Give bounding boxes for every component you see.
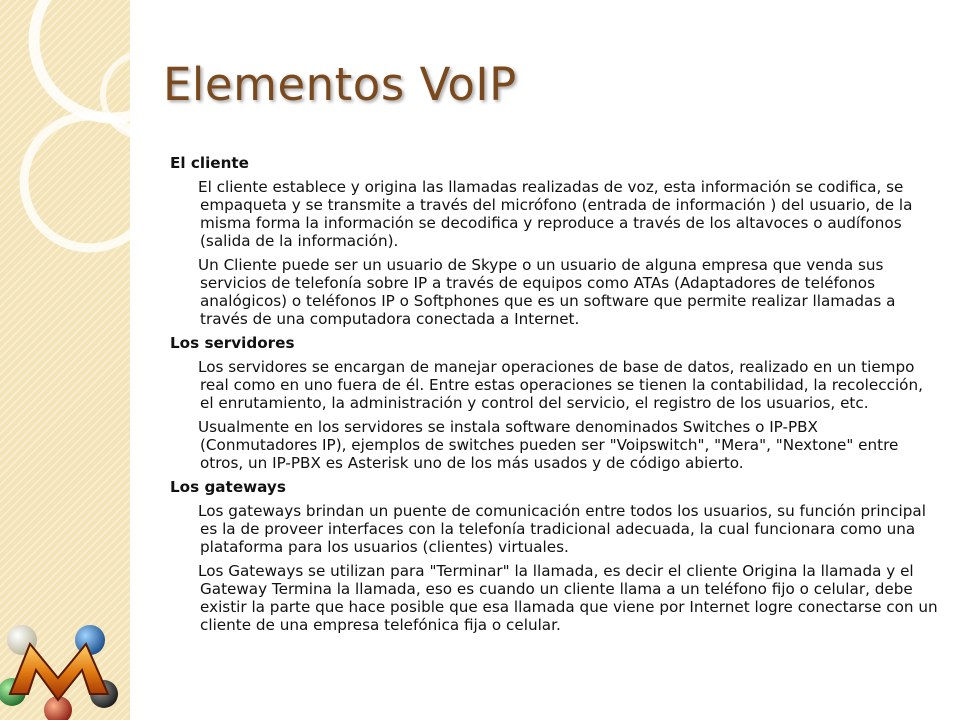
section-heading-cliente: El cliente — [170, 154, 249, 172]
paragraph: Los gateways brindan un puente de comunicación entre todos los usuarios, su función principal es la de proveer interfaces con la telefonía tradicional adecuada, la cual funcionara como una plataforma para los usuarios (clientes) virtuales. — [198, 502, 926, 556]
decorative-sidebar — [0, 0, 130, 720]
paragraph: Los Gateways se utilizan para "Terminar" la llamada, es decir el cliente Origina la llamada y el Gateway Termina la llamada, eso es cuando un cliente llama a un teléfono fijo o celular, debe existir la parte que hace posible que esa llamada que viene por Internet logre conectarse con un cliente de una empresa telefónica fija o celular. — [198, 562, 938, 634]
section-heading-servidores: Los servidores — [170, 334, 295, 352]
slide-title: Elementos VoIP — [163, 58, 517, 111]
section-heading-gateways: Los gateways — [170, 478, 286, 496]
paragraph: Usualmente en los servidores se instala software denominados Switches o IP-PBX (Conmutadores IP), ejemplos de switches pueden ser "Voipswitch", "Mera", "Nextone" entre otros, un IP-PBX es Asterisk uno de los más usados y de código abierto. — [198, 418, 899, 472]
paragraph: Un Cliente puede ser un usuario de Skype o un usuario de alguna empresa que venda sus servicios de telefonía sobre IP a través de equipos como ATAs (Adaptadores de teléfonos analógicos) o teléfonos IP o Softphones que es un software que permite realizar llamadas a través de una computadora conectada a Internet. — [198, 256, 896, 328]
slide-body — [170, 154, 938, 640]
magic-logo-icon — [0, 622, 120, 720]
circle-ornament-icon — [0, 0, 130, 720]
paragraph: El cliente establece y origina las llamadas realizadas de voz, esta información se codifica, se empaqueta y se transmite a través del micrófono (entrada de información ) del usuario, de la misma forma la información se decodifica y reproduce a través de los altavoces o audífonos (salida de la información). — [198, 178, 913, 250]
paragraph: Los servidores se encargan de manejar operaciones de base de datos, realizado en un tiempo real como en uno fuera de él. Entre estas operaciones se tienen la contabilidad, la recolección, el enrutamiento, la administración y control del servicio, el registro de los usuarios, etc. — [198, 358, 923, 412]
